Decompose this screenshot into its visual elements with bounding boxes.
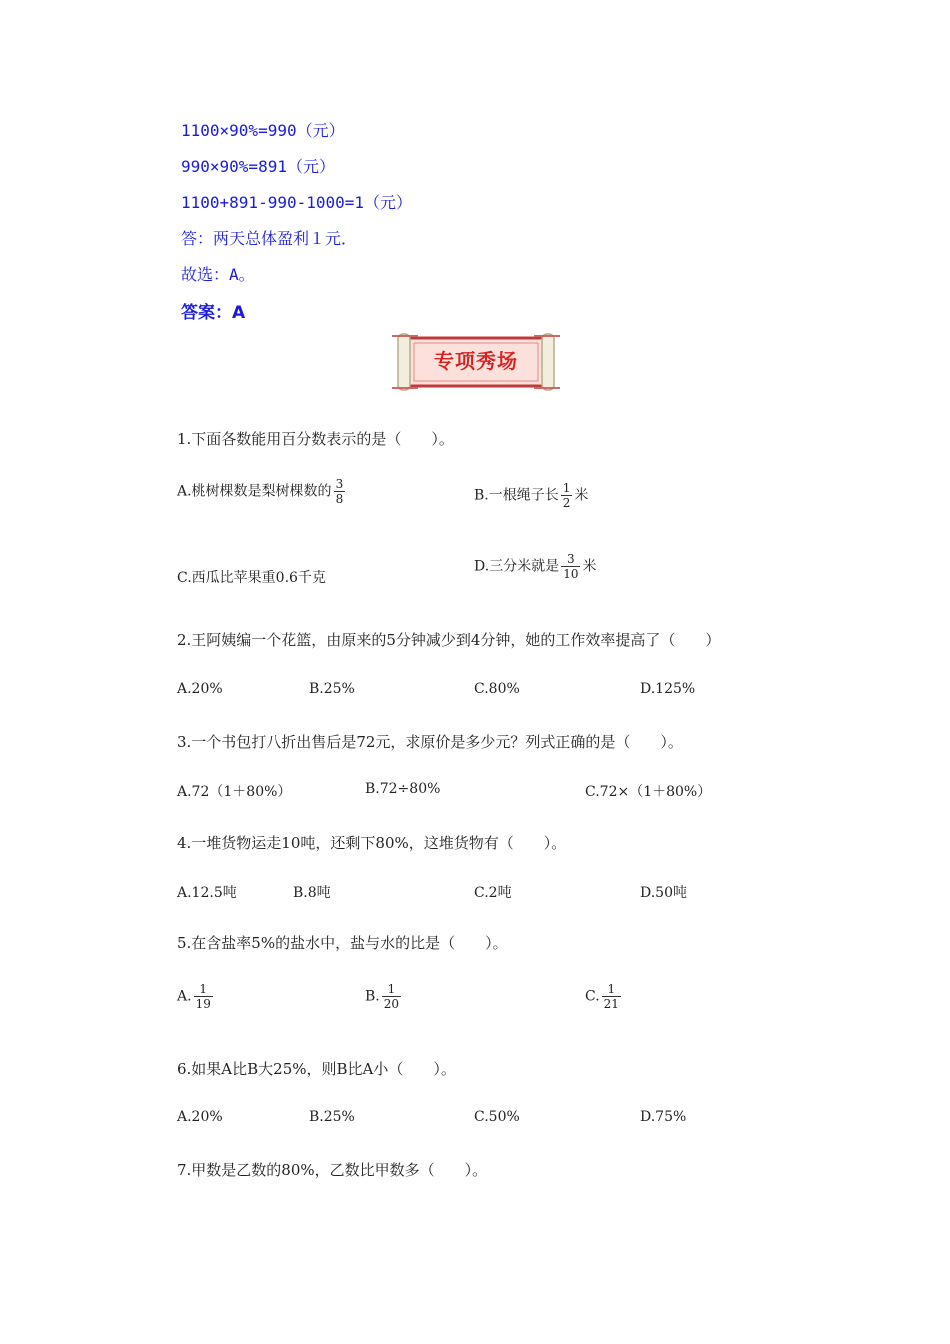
question-7-stem: 7.甲数是乙数的80%，乙数比甲数多（ ）。 xyxy=(177,1161,488,1179)
question-4-option-c: C.2吨 xyxy=(474,885,512,901)
fraction: $\frac{1}{19}$ xyxy=(195,982,211,1011)
question-4-stem: 4.一堆货物运走10吨，还剩下80%，这堆货物有（ ）。 xyxy=(177,834,567,852)
question-6-stem: 6.如果A比B大25%，则B比A小（ ）。 xyxy=(177,1060,456,1078)
question-1-option-c: C.西瓜比苹果重0.6千克 xyxy=(177,570,326,586)
solution-line-2: 990×90%=891（元） xyxy=(181,157,335,176)
question-6-option-d: D.75% xyxy=(640,1109,687,1125)
question-5-option-a: A. $\frac{1}{19}$ xyxy=(177,982,211,1011)
question-2-option-d: D.125% xyxy=(640,681,696,697)
question-6-option-b: B.25% xyxy=(309,1109,355,1125)
solution-choice: 故选：A。 xyxy=(181,265,255,284)
question-5-option-c: C. $\frac{1}{21}$ xyxy=(585,982,619,1011)
question-3-option-a: A.72（1＋80%） xyxy=(177,784,292,800)
solution-line-1: 1100×90%=990（元） xyxy=(181,121,345,140)
question-6-option-a: A.20% xyxy=(177,1109,223,1125)
banner-title: 专项秀场 xyxy=(434,349,518,373)
fraction: $\frac{1}{2}$ xyxy=(562,481,571,510)
question-4-option-b: B.8吨 xyxy=(293,885,331,901)
question-6-option-c: C.50% xyxy=(474,1109,520,1125)
fraction: $\frac{1}{21}$ xyxy=(603,982,619,1011)
answer-label: 答案：A xyxy=(181,303,246,323)
question-3-option-b: B.72÷80% xyxy=(365,781,441,797)
question-2-option-c: C.80% xyxy=(474,681,520,697)
question-4-option-d: D.50吨 xyxy=(640,885,687,901)
question-5-stem: 5.在含盐率5%的盐水中，盐与水的比是（ ）。 xyxy=(177,934,508,952)
question-1-option-d: D.三分米就是 $\frac{3}{10}$ 米 xyxy=(474,552,597,581)
fraction: $\frac{1}{20}$ xyxy=(383,982,400,1011)
question-3-option-c: C.72×（1＋80%） xyxy=(585,784,712,800)
fraction: $\frac{3}{10}$ xyxy=(563,552,579,581)
fraction: $\frac{3}{8}$ xyxy=(335,477,344,506)
question-2-option-a: A.20% xyxy=(177,681,223,697)
question-3-stem: 3.一个书包打八折出售后是72元，求原价是多少元？列式正确的是（ ）。 xyxy=(177,733,683,751)
section-banner xyxy=(390,330,562,394)
question-1-option-b: B.一根绳子长 $\frac{1}{2}$ 米 xyxy=(474,481,589,510)
question-5-option-b: B. $\frac{1}{20}$ xyxy=(365,982,400,1011)
question-2-stem: 2.王阿姨编一个花篮，由原来的5分钟减少到4分钟，她的工作效率提高了（ ） xyxy=(177,631,721,649)
question-1-option-a: A.桃树棵数是梨树棵数的 $\frac{3}{8}$ xyxy=(177,477,344,506)
solution-line-3: 1100+891-990-1000=1（元） xyxy=(181,193,413,212)
question-4-option-a: A.12.5吨 xyxy=(177,885,237,901)
question-1-stem: 1.下面各数能用百分数表示的是（ ）。 xyxy=(177,430,454,448)
solution-answer-statement: 答：两天总体盈利１元． xyxy=(181,229,358,248)
question-2-option-b: B.25% xyxy=(309,681,355,697)
